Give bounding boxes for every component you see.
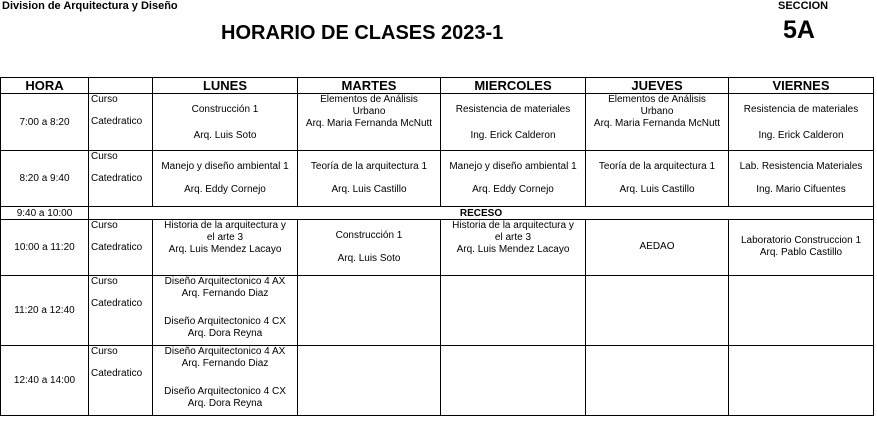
catedratico-label: Catedratico xyxy=(91,368,143,379)
table-row xyxy=(1,346,874,416)
schedule-table xyxy=(0,77,874,416)
table-row xyxy=(1,94,874,151)
course-name: Resistencia de materiales xyxy=(743,104,859,115)
catedratico-label: Catedratico xyxy=(91,242,143,253)
receso-hora: 9:40 a 10:00 xyxy=(1,207,89,220)
course-name: Resistencia de materiales xyxy=(455,104,571,115)
class-cell xyxy=(729,220,874,276)
empty-cell xyxy=(441,276,586,346)
course-name: Elementos de Análisis xyxy=(608,94,706,105)
course-name: Construcción 1 xyxy=(335,230,403,241)
empty-cell xyxy=(586,346,729,416)
label-cell xyxy=(89,346,153,416)
class-cell xyxy=(298,151,441,207)
teacher-name: Arq. Luis Mendez Lacayo xyxy=(456,244,570,255)
teacher-name: Ing. Mario Cifuentes xyxy=(756,184,846,195)
course-name: Manejo y diseño ambiental 1 xyxy=(449,161,577,172)
empty-cell xyxy=(729,346,874,416)
course-name-cont: el arte 3 xyxy=(494,232,532,243)
course-name: Historia de la arquitectura y xyxy=(164,220,286,231)
course-name-cont: Urbano xyxy=(352,106,386,117)
class-cell xyxy=(153,151,298,207)
course-name: Diseño Arquitectonico 4 AX xyxy=(164,346,286,357)
class-cell xyxy=(441,220,586,276)
course-name: Teoría de la arquitectura 1 xyxy=(310,161,428,172)
class-cell xyxy=(441,151,586,207)
course-name: AEDAO xyxy=(639,241,675,252)
teacher-name: Arq. Dora Reyna xyxy=(187,328,263,339)
teacher-name: Arq. Luis Castillo xyxy=(619,184,695,195)
catedratico-label: Catedratico xyxy=(91,116,143,127)
course-name: Teoría de la arquitectura 1 xyxy=(598,161,716,172)
class-cell xyxy=(729,151,874,207)
class-cell xyxy=(586,151,729,207)
col-miercoles: MIERCOLES xyxy=(441,78,586,94)
label-cell xyxy=(89,94,153,151)
class-cell xyxy=(153,94,298,151)
curso-label: Curso xyxy=(91,151,118,162)
curso-label: Curso xyxy=(91,346,118,357)
division-name: Division de Arquitectura y Diseño xyxy=(2,0,178,12)
course-name: Lab. Resistencia Materiales xyxy=(739,161,863,172)
hora-cell: 11:20 a 12:40 xyxy=(1,276,89,346)
curso-label: Curso xyxy=(91,276,118,287)
catedratico-label: Catedratico xyxy=(91,298,143,309)
label-cell xyxy=(89,151,153,207)
curso-label: Curso xyxy=(91,220,118,231)
col-hora: HORA xyxy=(1,78,89,94)
teacher-name: Ing. Erick Calderon xyxy=(470,130,556,141)
seccion-label: SECCION xyxy=(778,0,829,12)
curso-label: Curso xyxy=(91,94,118,105)
course-name-cont: Urbano xyxy=(640,106,674,117)
course-name-cont: el arte 3 xyxy=(206,232,244,243)
empty-cell xyxy=(441,346,586,416)
class-cell xyxy=(298,94,441,151)
course-name: Diseño Arquitectonico 4 CX xyxy=(164,316,286,327)
label-cell xyxy=(89,276,153,346)
table-row xyxy=(1,276,874,346)
table-row xyxy=(1,220,874,276)
class-cell xyxy=(153,276,298,346)
empty-cell xyxy=(729,276,874,346)
hora-cell: 7:00 a 8:20 xyxy=(1,94,89,151)
course-name: Diseño Arquitectonico 4 AX xyxy=(164,276,286,287)
hora-cell: 12:40 a 14:00 xyxy=(1,346,89,416)
teacher-name: Arq. Luis Castillo xyxy=(331,184,407,195)
course-name: Manejo y diseño ambiental 1 xyxy=(161,161,289,172)
class-cell xyxy=(586,94,729,151)
empty-cell xyxy=(298,276,441,346)
course-name: Construcción 1 xyxy=(191,104,259,115)
catedratico-label: Catedratico xyxy=(91,173,143,184)
teacher-name: Ing. Erick Calderon xyxy=(758,130,844,141)
receso-label: RECESO xyxy=(89,207,874,220)
course-name: Laboratorio Construccion 1 xyxy=(740,235,862,246)
col-viernes: VIERNES xyxy=(729,78,874,94)
teacher-name: Arq. Fernando Diaz xyxy=(181,288,269,299)
class-cell xyxy=(153,220,298,276)
teacher-name: Arq. Luis Mendez Lacayo xyxy=(168,244,282,255)
col-jueves: JUEVES xyxy=(586,78,729,94)
table-row xyxy=(1,151,874,207)
class-cell xyxy=(729,94,874,151)
class-cell xyxy=(441,94,586,151)
class-cell xyxy=(586,220,729,276)
receso-row xyxy=(1,207,874,220)
course-name: Historia de la arquitectura y xyxy=(452,220,574,231)
hora-cell: 10:00 a 11:20 xyxy=(1,220,89,276)
course-name: Elementos de Análisis xyxy=(320,94,418,105)
teacher-name: Arq. Maria Fernanda McNutt xyxy=(305,118,433,129)
page-title: HORARIO DE CLASES 2023-1 xyxy=(221,22,504,44)
teacher-name: Arq. Dora Reyna xyxy=(187,398,263,409)
teacher-name: Arq. Pablo Castillo xyxy=(759,247,843,258)
empty-cell xyxy=(586,276,729,346)
header-row xyxy=(1,78,874,94)
col-blank xyxy=(89,78,153,94)
class-cell xyxy=(153,346,298,416)
teacher-name: Arq. Maria Fernanda McNutt xyxy=(593,118,721,129)
teacher-name: Arq. Luis Soto xyxy=(337,253,401,264)
class-cell xyxy=(298,220,441,276)
teacher-name: Arq. Luis Soto xyxy=(193,130,257,141)
teacher-name: Arq. Eddy Cornejo xyxy=(184,184,266,195)
seccion-value: 5A xyxy=(783,16,815,44)
label-cell xyxy=(89,220,153,276)
hora-cell: 8:20 a 9:40 xyxy=(1,151,89,207)
col-martes: MARTES xyxy=(298,78,441,94)
empty-cell xyxy=(298,346,441,416)
teacher-name: Arq. Fernando Diaz xyxy=(181,358,269,369)
col-lunes: LUNES xyxy=(153,78,298,94)
teacher-name: Arq. Eddy Cornejo xyxy=(472,184,554,195)
course-name: Diseño Arquitectonico 4 CX xyxy=(164,386,286,397)
